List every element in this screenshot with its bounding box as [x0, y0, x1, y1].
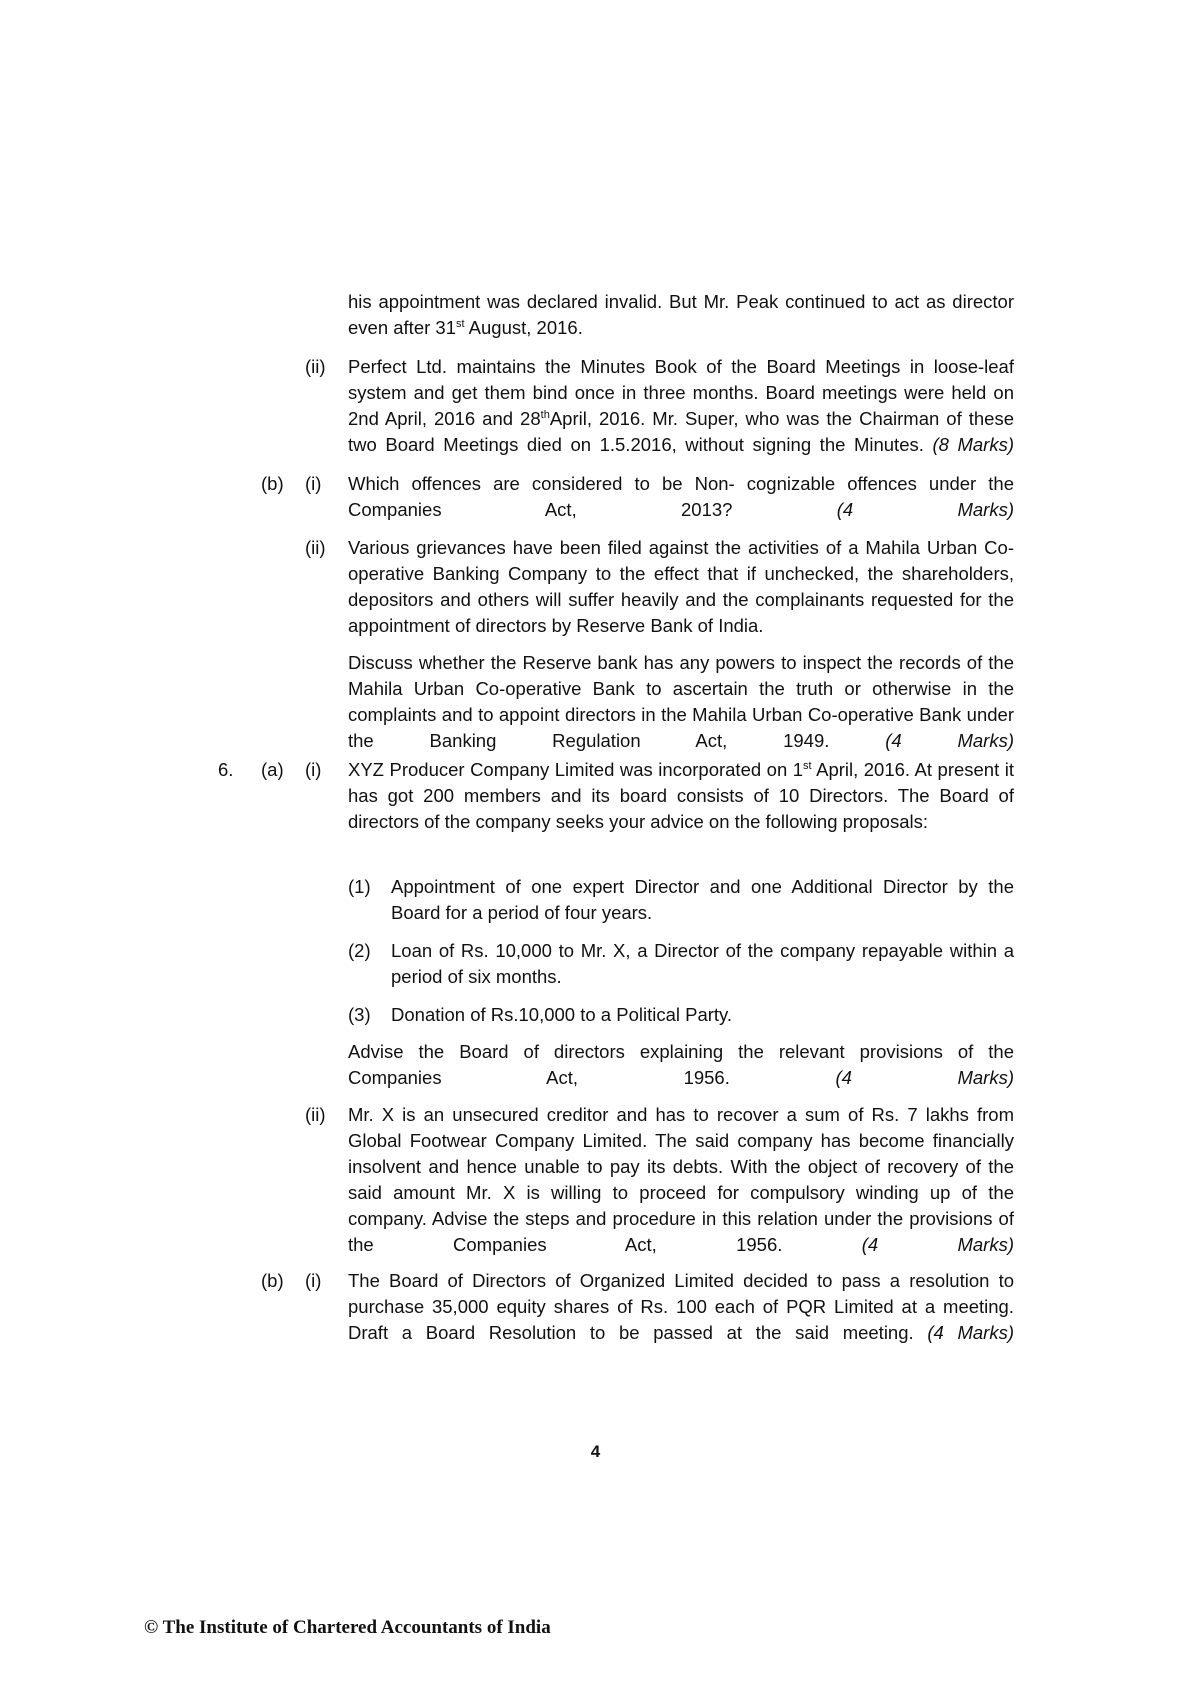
q5b-i-label: (i) — [305, 473, 322, 494]
q5a-ii-text: Perfect Ltd. maintains the Minutes Book of the Board Meetings in loose-leaf system and get them bind once in three months. Board meetings were held on 2nd April, 2016 and 28thApril, 2016. Mr. Super, who was the Chairman of these two Board Meetings died on 1.5.2016, without signing the Minutes. (8 Marks) — [348, 356, 1014, 455]
q6a-i-text: XYZ Producer Company Limited was incorporated on 1st April, 2016. At present it has got 200 members and its board consists of 10 Directors. The Board of directors of the company seeks your advice on the following proposals: — [348, 759, 1014, 832]
q5b-ii-marks: (4 Marks) — [885, 730, 1014, 751]
q5b-ii-discuss: Discuss whether the Reserve bank has any powers to inspect the records of the Mahila Urban Co-operative Bank to ascertain the truth or otherwise in the complaints and to appoint directors in the Mahila Urban Co-operative Bank under the Banking Regulation Act, 1949. (4 Marks) — [348, 652, 1014, 751]
q5b-ii-label: (ii) — [305, 537, 326, 558]
q6b-i-text: The Board of Directors of Organized Limited decided to pass a resolution to purchase 35,000 equity shares of Rs. 100 each of PQR Limited at a meeting. Draft a Board Resolution to be passed at the said meeting. (4 Marks) — [348, 1270, 1014, 1343]
q5b-i-marks: (4 Marks) — [836, 499, 1014, 520]
q6a-i-item-1-num: (1) — [348, 876, 371, 897]
q6b-part-label: (b) — [261, 1270, 284, 1291]
q6a-i-label: (i) — [305, 759, 322, 780]
q6a-i-marks: (4 Marks) — [835, 1067, 1014, 1088]
q5b-ii-text: Various grievances have been filed against the activities of a Mahila Urban Co-operative Banking Company to the effect that if unchecked, the shareholders, depositors and others will suffer heavily and the complainants requested for the appointment of directors by Reserve Bank of India. — [348, 537, 1014, 636]
q6a-i-item-1: Appointment of one expert Director and one Additional Director by the Board for a period of four years. — [391, 876, 1014, 923]
q6a-i-item-2-num: (2) — [348, 940, 371, 961]
q6a-i-item-3-num: (3) — [348, 1004, 371, 1025]
page-number: 4 — [590, 1442, 601, 1461]
q5b-i-text: Which offences are considered to be Non- cognizable offences under the Companies Act, 2013? (4 Marks) — [348, 473, 1014, 520]
q6-number: 6. — [218, 759, 234, 780]
q5b-part-label: (b) — [261, 473, 284, 494]
q6a-ii-marks: (4 Marks) — [861, 1234, 1015, 1255]
q6a-i-advise: Advise the Board of directors explaining the relevant provisions of the Companies Act, 1956. (4 Marks) — [348, 1041, 1014, 1088]
q5a-ii-label: (ii) — [305, 356, 326, 377]
q5a-i-continuation: his appointment was declared invalid. But Mr. Peak continued to act as director even after 31st August, 2016. — [348, 291, 1014, 338]
q6a-ii-text: Mr. X is an unsecured creditor and has to recover a sum of Rs. 7 lakhs from Global Footwear Company Limited. The said company has become financially insolvent and hence unable to pay its debts. With the object of recovery of the said amount Mr. X is willing to proceed for compulsory winding up of the company. Advise the steps and procedure in this relation under the provisions of the Companies Act, 1956. (4 Marks) — [348, 1104, 1015, 1255]
q6a-i-item-2: Loan of Rs. 10,000 to Mr. X, a Director of the company repayable within a period of six months. — [391, 940, 1014, 987]
q5a-ii-marks: (8 Marks) — [932, 434, 1014, 455]
q6b-i-label: (i) — [305, 1270, 322, 1291]
q6a-i-item-3: Donation of Rs.10,000 to a Political Party. — [391, 1004, 733, 1025]
q6b-i-marks: (4 Marks) — [927, 1322, 1014, 1343]
q6a-part-label: (a) — [261, 759, 284, 780]
q6a-ii-label: (ii) — [305, 1104, 326, 1125]
footer-copyright: © The Institute of Chartered Accountants of India — [144, 1617, 551, 1638]
